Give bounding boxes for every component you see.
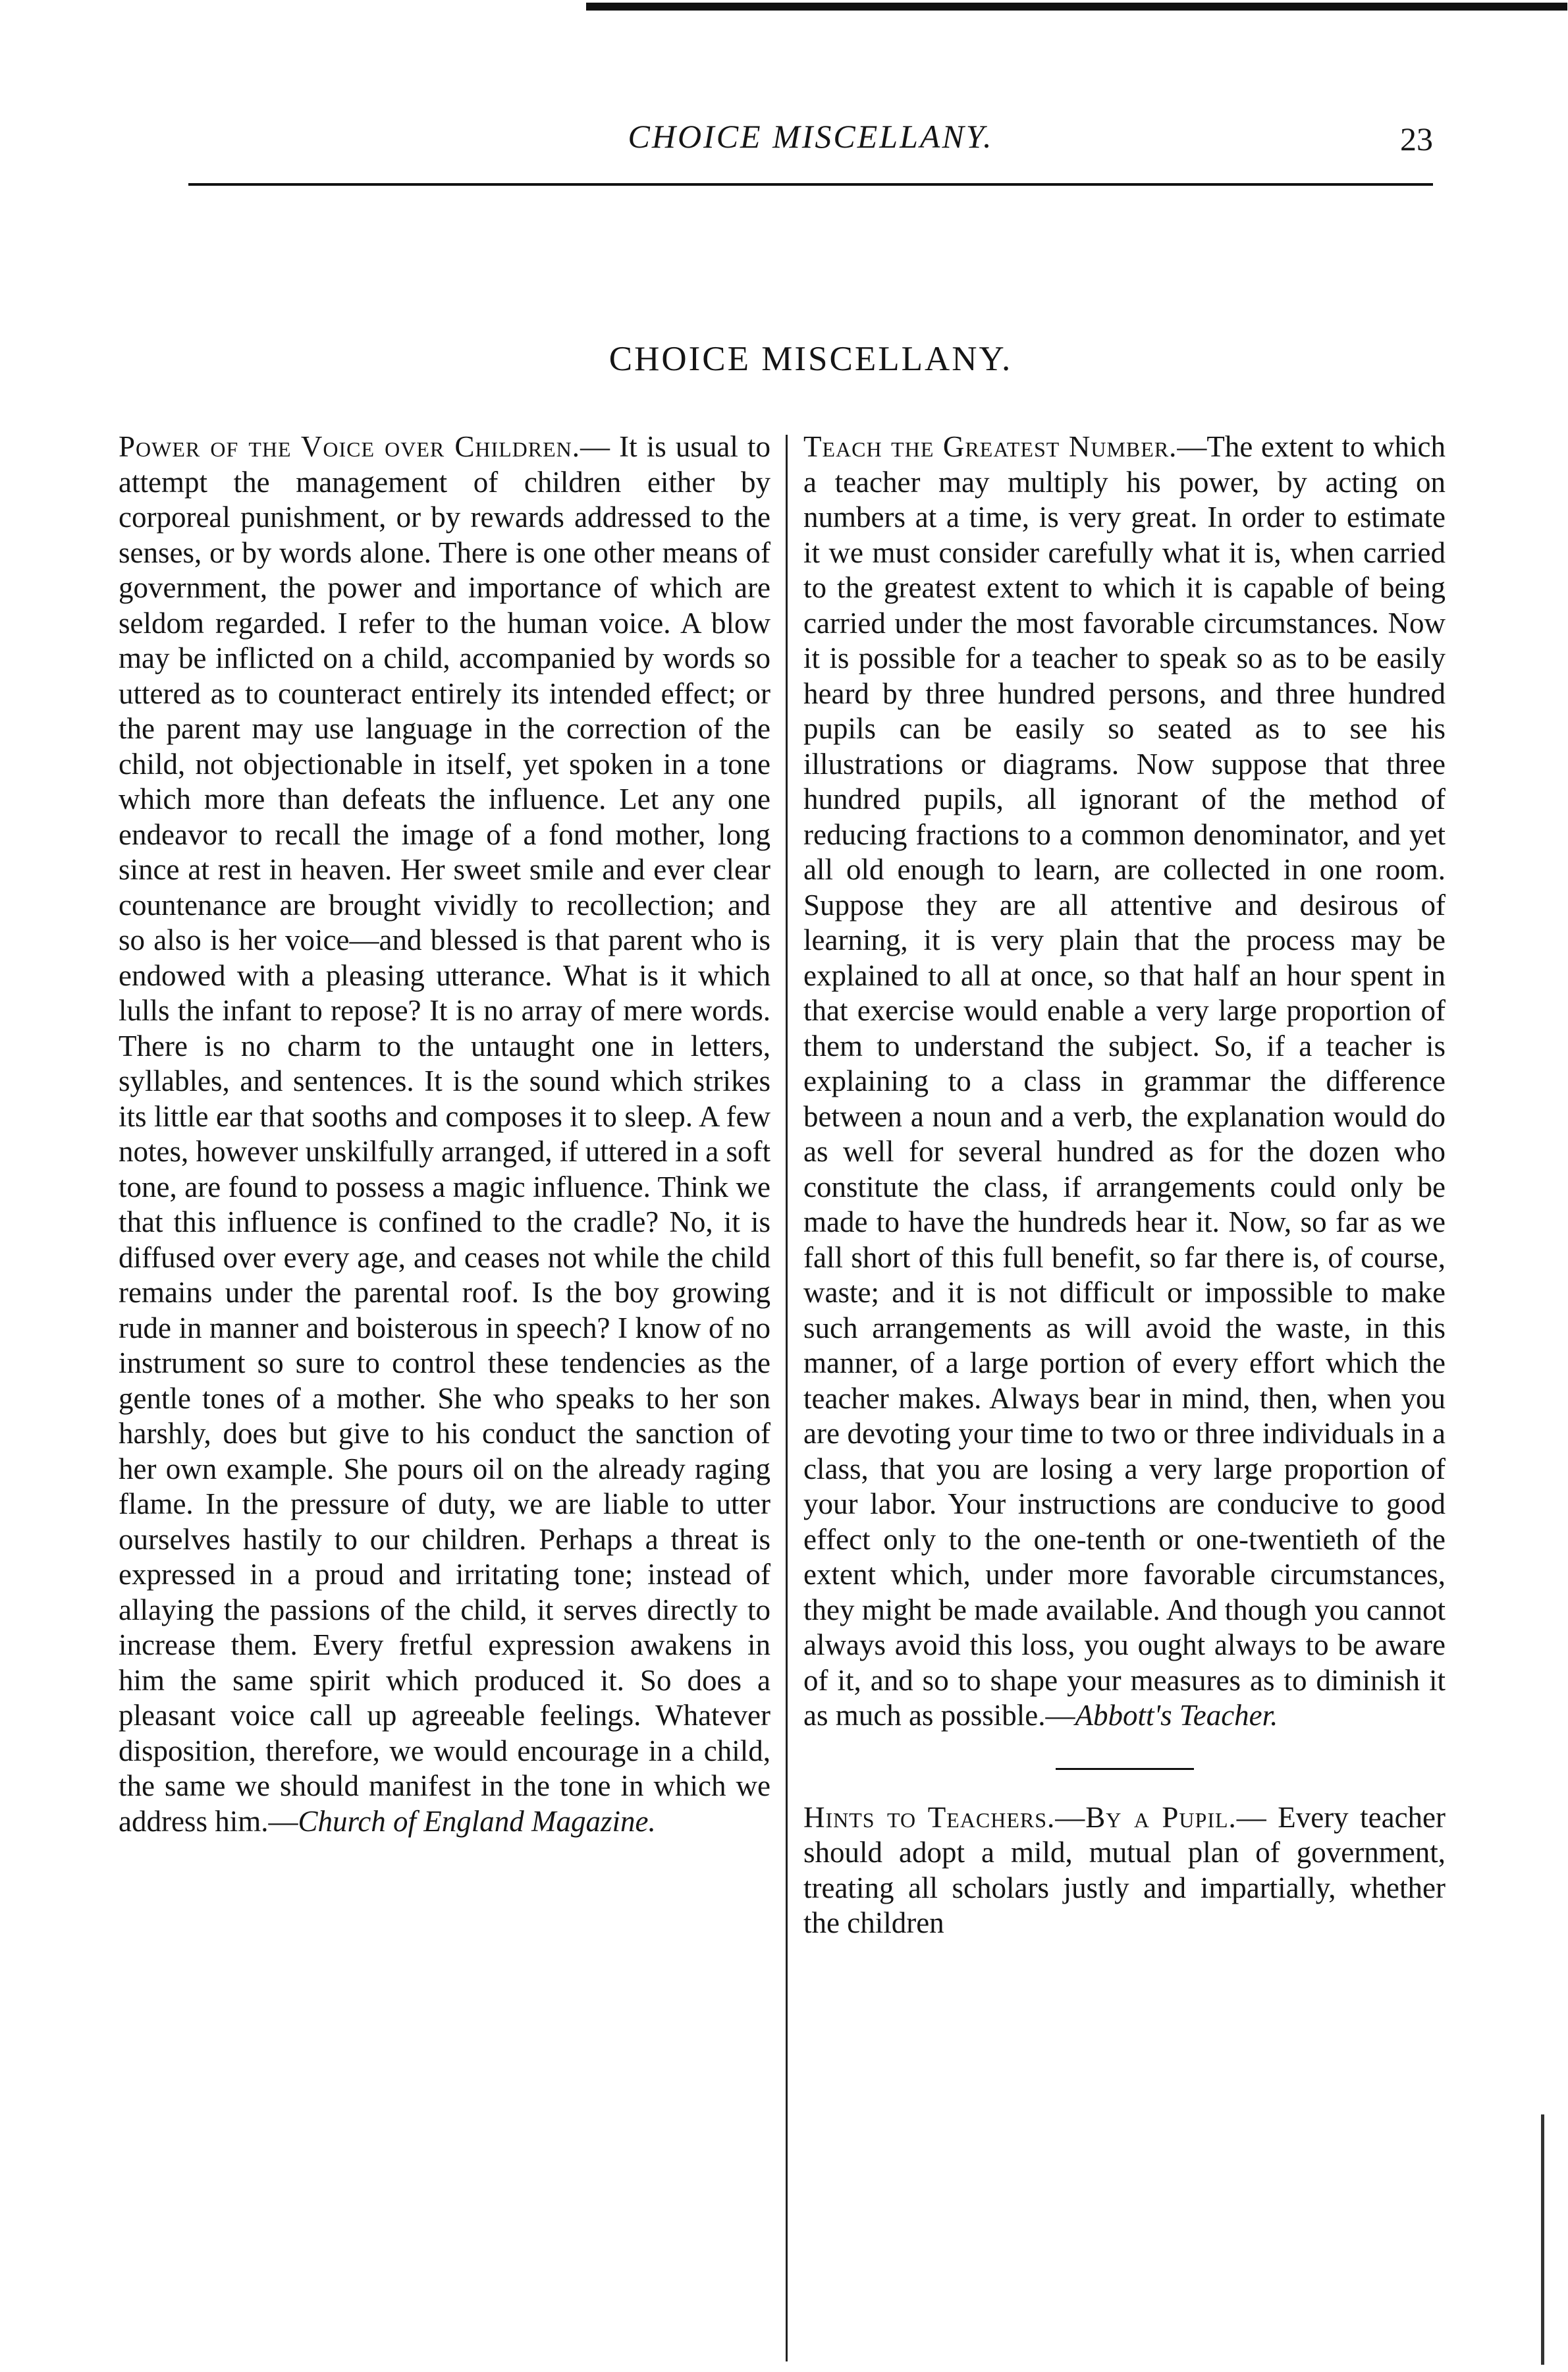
article-separator bbox=[1056, 1768, 1194, 1770]
left-column bbox=[119, 429, 770, 1839]
column-divider bbox=[786, 435, 788, 2361]
article-citation: Abbott's Teacher. bbox=[1075, 1699, 1278, 1732]
running-title: CHOICE MISCELLANY. bbox=[628, 118, 994, 155]
article-heading: Teach the Greatest Number. bbox=[803, 430, 1177, 463]
article-body: — Every teacher should adopt a mild, mutual plan of government, treating all scholars justly and impartially, whether the children bbox=[803, 1800, 1446, 1939]
article-hints-to-teachers bbox=[803, 1800, 1446, 1941]
margin-bar bbox=[1541, 2114, 1544, 2365]
article-power-of-voice bbox=[119, 429, 770, 1839]
top-rule bbox=[586, 3, 1567, 11]
section-title: CHOICE MISCELLANY. bbox=[608, 340, 1013, 378]
article-citation: Church of England Magazine. bbox=[298, 1804, 656, 1838]
page-number: 23 bbox=[1400, 121, 1433, 157]
article-body: — It is usual to attempt the management of children either by corporeal punishment, or by rewards addressed to the senses, or by words alone. There is one other means of government, the power and importance of which are seldom regarded. I refer to the human voice. A blow may be inflicted on a child, accompanied by words so uttered as to counteract entirely its intended effect; or the parent may use language in the correction of the child, not objectionable in itself, yet spoken in a tone which more than defeats the influence. Let any one endeavor to recall the image of a fond mother, long since at rest in heaven. Her sweet smile and ever clear countenance are brought vividly to recollection; and so also is her voice—and blessed is that parent who is endowed with a pleasing utterance. What is it which lulls the infant to repose? It is no array of mere words. There is no charm to the untaught one in letters, syllables, and sentences. It is the sound which strikes its little ear that sooths and composes it to sleep. A few notes, however unskilfully arranged, if uttered in a soft tone, are found to possess a magic influence. Think we that this influence is confined to the cradle? No, it is diffused over every age, and ceases not while the child remains under the parental roof. Is the boy growing rude in manner and boisterous in speech? I know of no instrument so sure to control these tendencies as the gentle tones of a mother. She who speaks to her son harshly, does but give to his conduct the sanction of her own example. She pours oil on the already raging flame. In the pressure of duty, we are liable to utter ourselves hastily to our children. Perhaps a threat is expressed in a proud and irritating tone; instead of allaying the passions of the child, it serves directly to increase them. Every fretful expression awakens in him the same spirit which produced it. So does a pleasant voice call up agreeable feelings. Whatever disposition, therefore, we would encourage in a child, the same we should manifest in the tone in which we address him.— bbox=[119, 430, 770, 1838]
article-body: —The extent to which a teacher may multiply his power, by acting on numbers at a time, is very great. In order to estimate it we must consider carefully what it is, when carried to the greatest extent to which it is capable of being carried under the most favorable circumstances. Now it is possible for a teacher to speak so as to be easily heard by three hundred persons, and three hundred pupils can be easily so seated as to see his illustrations or diagrams. Now suppose that three hundred pupils, all ignorant of the method of reducing fractions to a common denominator, and yet all old enough to learn, are collected in one room. Suppose they are all attentive and desirous of learning, it is very plain that the process may be explained to all at once, so that half an hour spent in that exercise would enable a very large proportion of them to understand the subject. So, if a teacher is explaining to a class in grammar the difference between a noun and a verb, the explanation would do as well for several hundred as for the dozen who constitute the class, if arrangements could only be made to have the hundreds hear it. Now, so far as we fall short of this full benefit, so far there is, of course, waste; and it is not difficult or impossible to make such arrangements as will avoid the waste, in this manner, of a large portion of every effort which the teacher makes. Always bear in mind, then, when you are devoting your time to two or three individuals in a class, that you are losing a very large proportion of your labor. Your instructions are conducive to good effect only to the one-tenth or one-twentieth of the extent which, under more favorable circumstances, they might be made available. And though you cannot always avoid this loss, you ought always to be aware of it, and so to shape your measures as to diminish it as much as possible.— bbox=[803, 430, 1446, 1732]
page-header bbox=[188, 117, 1433, 163]
article-teach-greatest-number bbox=[803, 429, 1446, 1734]
header-rule bbox=[188, 183, 1433, 186]
article-heading: Hints to Teachers.—By a Pupil. bbox=[803, 1800, 1237, 1834]
right-column bbox=[803, 429, 1446, 1941]
article-heading: Power of the Voice over Children. bbox=[119, 430, 581, 463]
